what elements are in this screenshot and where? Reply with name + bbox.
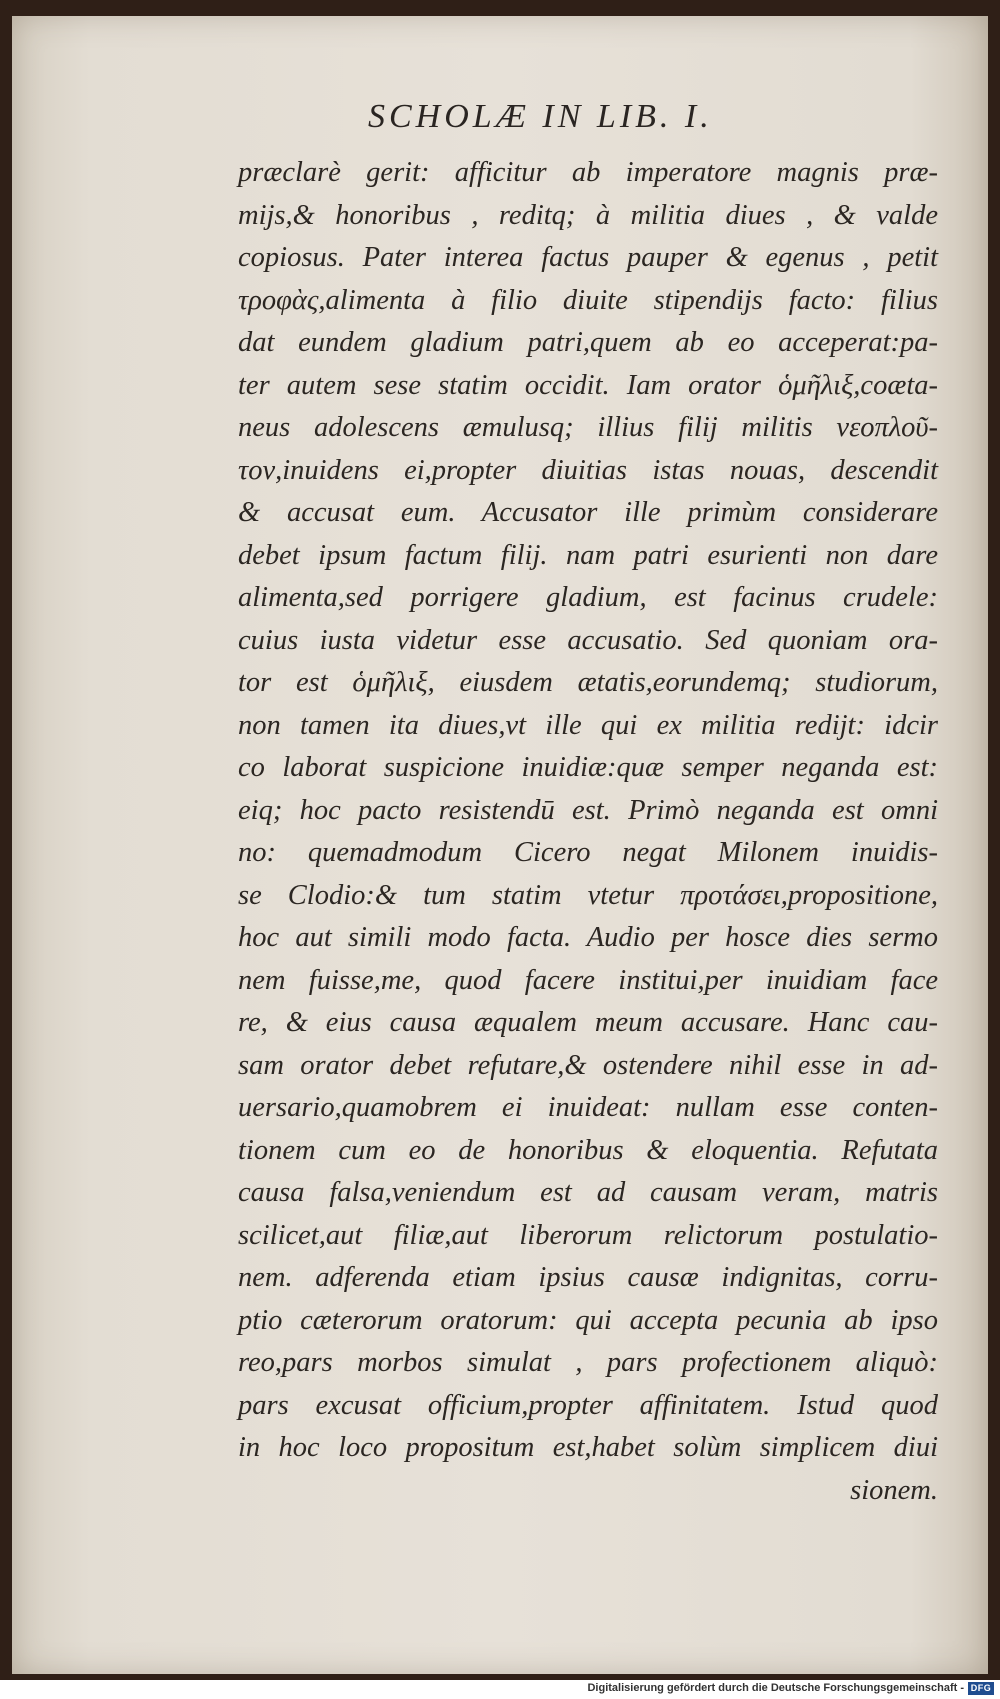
text-line: præclarè gerit: afficitur ab imperatore magnis præ-	[238, 157, 938, 188]
text-line: in hoc loco propositum est,habet solùm simplicem diui	[238, 1432, 938, 1463]
text-line: tor est ὁμῆλιξ, eiusdem ætatis,eorundemq; studiorum,	[238, 667, 938, 698]
text-line: dat eundem gladium patri,quem ab eo acceperat:pa-	[238, 327, 938, 358]
text-line: no: quemadmodum Cicero negat Milonem inuidis-	[238, 837, 938, 868]
text-line: τον,inuidens ei,propter diuitias istas nouas, descendit	[238, 454, 938, 486]
text-line: mijs,& honoribus , reditq; à militia diues , & valde	[238, 199, 938, 231]
dfg-logo: DFG	[968, 1682, 994, 1695]
text-line: non tamen ita diues,vt ille qui ex militia redijt: idcir	[238, 709, 938, 741]
text-line: tionem cum eo de honoribus & eloquentia. Refutata	[238, 1134, 938, 1166]
text-line: hoc aut simili modo facta. Audio per hosce dies sermo	[238, 922, 938, 953]
funding-credit: Digitalisierung gefördert durch die Deutsche Forschungsgemeinschaft -	[587, 1682, 964, 1694]
text-line: nem fuisse,me, quod facere institui,per inuidiam face	[238, 964, 938, 996]
text-line: copiosus. Pater interea factus pauper & egenus , petit	[238, 242, 938, 273]
text-line: sam orator debet refutare,& ostendere nihil esse in ad-	[238, 1049, 938, 1081]
text-line: τροφὰς,alimenta à filio diuite stipendijs facto: filius	[238, 284, 938, 316]
book-page	[12, 16, 988, 1674]
text-line: co laborat suspicione inuidiæ:quæ semper neganda est:	[238, 752, 938, 783]
text-line: uersario,quamobrem ei inuideat: nullam esse conten-	[238, 1092, 938, 1123]
text-line: eiq; hoc pacto resistendū est. Primò neganda est omni	[238, 794, 938, 826]
text-line: cuius iusta videtur esse accusatio. Sed quoniam ora-	[238, 624, 938, 656]
text-line: scilicet,aut filiæ,aut liberorum relictorum postulatio-	[238, 1219, 938, 1251]
text-line: ptio cæterorum oratorum: qui accepta pecunia ab ipso	[238, 1304, 938, 1336]
text-line: re, & eius causa æqualem meum accusare. Hanc cau-	[238, 1007, 938, 1038]
text-line: neus adolescens æmulusq; illius filij militis νεοπλοῦ-	[238, 412, 938, 443]
text-line: nem. adferenda etiam ipsius causæ indignitas, corru-	[238, 1262, 938, 1293]
text-line: causa falsa,veniendum est ad causam veram, matris	[238, 1177, 938, 1208]
text-line: pars excusat officium,propter affinitatem. Istud quod	[238, 1389, 938, 1421]
footer-bar	[0, 1680, 1000, 1699]
text-line: alimenta,sed porrigere gladium, est facinus crudele:	[238, 582, 938, 613]
running-head: SCHOLÆ IN LIB. I.	[368, 98, 713, 135]
text-line: ter autem sese statim occidit. Iam orator ὁμῆλιξ,coæta-	[238, 369, 938, 401]
text-line: debet ipsum factum filij. nam patri esurienti non dare	[238, 539, 938, 571]
text-line: reo,pars morbos simulat , pars profectionem aliquò:	[238, 1347, 938, 1378]
text-line: & accusat eum. Accusator ille primùm considerare	[238, 497, 938, 528]
text-line: sionem.	[850, 1474, 938, 1506]
text-line: se Clodio:& tum statim vtetur προτάσει,propositione,	[238, 879, 938, 911]
body-text	[238, 152, 938, 1512]
